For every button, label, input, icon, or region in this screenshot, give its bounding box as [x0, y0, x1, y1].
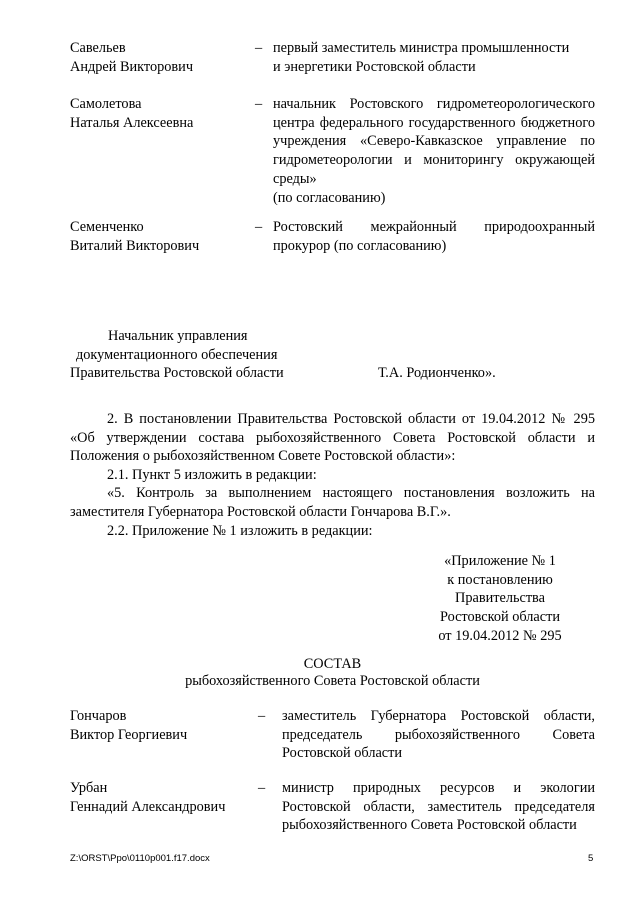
page-number: 5	[588, 853, 594, 864]
signer-name: Т.А. Родионченко».	[378, 365, 496, 381]
member-dash: –	[255, 96, 263, 112]
member-position: первый заместитель министра промышленности и энергетики Ростовской области	[273, 40, 570, 75]
member-name: Савельев Андрей Викторович	[70, 40, 194, 75]
member-dash: –	[255, 219, 263, 235]
member-dash: –	[258, 708, 266, 724]
paragraph: 2. В постановлении Правительства Ростовской области от 19.04.2012 № 295 «Об утверждении состава рыбохозяйственного Совета Ростовской области и Положения о рыбохозяйственном Совете Ростовской области»:	[70, 411, 595, 465]
file-path: Z:\ORST\Ppo\0110p001.f17.docx	[70, 853, 210, 864]
appendix-line: Ростовской области	[439, 609, 561, 626]
composition-title: СОСТАВ	[303, 656, 362, 672]
appendix-line: Правительства	[455, 590, 545, 607]
paragraph: 2.1. Пункт 5 изложить в редакции:	[107, 467, 317, 483]
member-name: Самолетова Наталья Алексеевна	[70, 96, 194, 131]
member-name: Семенченко Виталий Викторович	[70, 219, 200, 254]
signature-line: Правительства Ростовской области	[70, 365, 284, 382]
signature-line: Начальник управления	[108, 328, 248, 344]
composition-subtitle: рыбохозяйственного Совета Ростовской области	[185, 673, 480, 689]
paragraph: 2.2. Приложение № 1 изложить в редакции:	[107, 523, 373, 539]
member-position: министр природных ресурсов и экологии Ростовской области, заместитель председателя рыбохозяйственного Совета Ростовской области	[282, 780, 595, 834]
member-name: Гончаров Виктор Георгиевич	[70, 708, 188, 743]
member-position: начальник Ростовского гидрометеорологического центра федерального государственного бюджетного учреждения «Северо-Кавказское управление по гидрометеорологии и мониторингу окружающей среды» (по согласованию)	[273, 96, 595, 206]
member-dash: –	[255, 40, 263, 56]
signature-block	[70, 327, 300, 383]
member-name: Урбан Геннадий Александрович	[70, 780, 226, 815]
member-position: Ростовский межрайонный природоохранный прокурор (по согласованию)	[273, 219, 595, 254]
member-position: заместитель Губернатора Ростовской области, председатель рыбохозяйственного Совета Ростовской области	[282, 708, 595, 762]
appendix-header	[420, 552, 580, 646]
appendix-line: «Приложение № 1	[444, 553, 556, 569]
paragraph: «5. Контроль за выполнением настоящего постановления возложить на заместителя Губернатора Ростовской области Гончарова В.Г.».	[70, 485, 595, 520]
appendix-line: от 19.04.2012 № 295	[438, 627, 562, 644]
appendix-line: к постановлению	[447, 571, 553, 588]
signature-line: документационного обеспечения	[76, 346, 278, 363]
member-dash: –	[258, 780, 266, 796]
